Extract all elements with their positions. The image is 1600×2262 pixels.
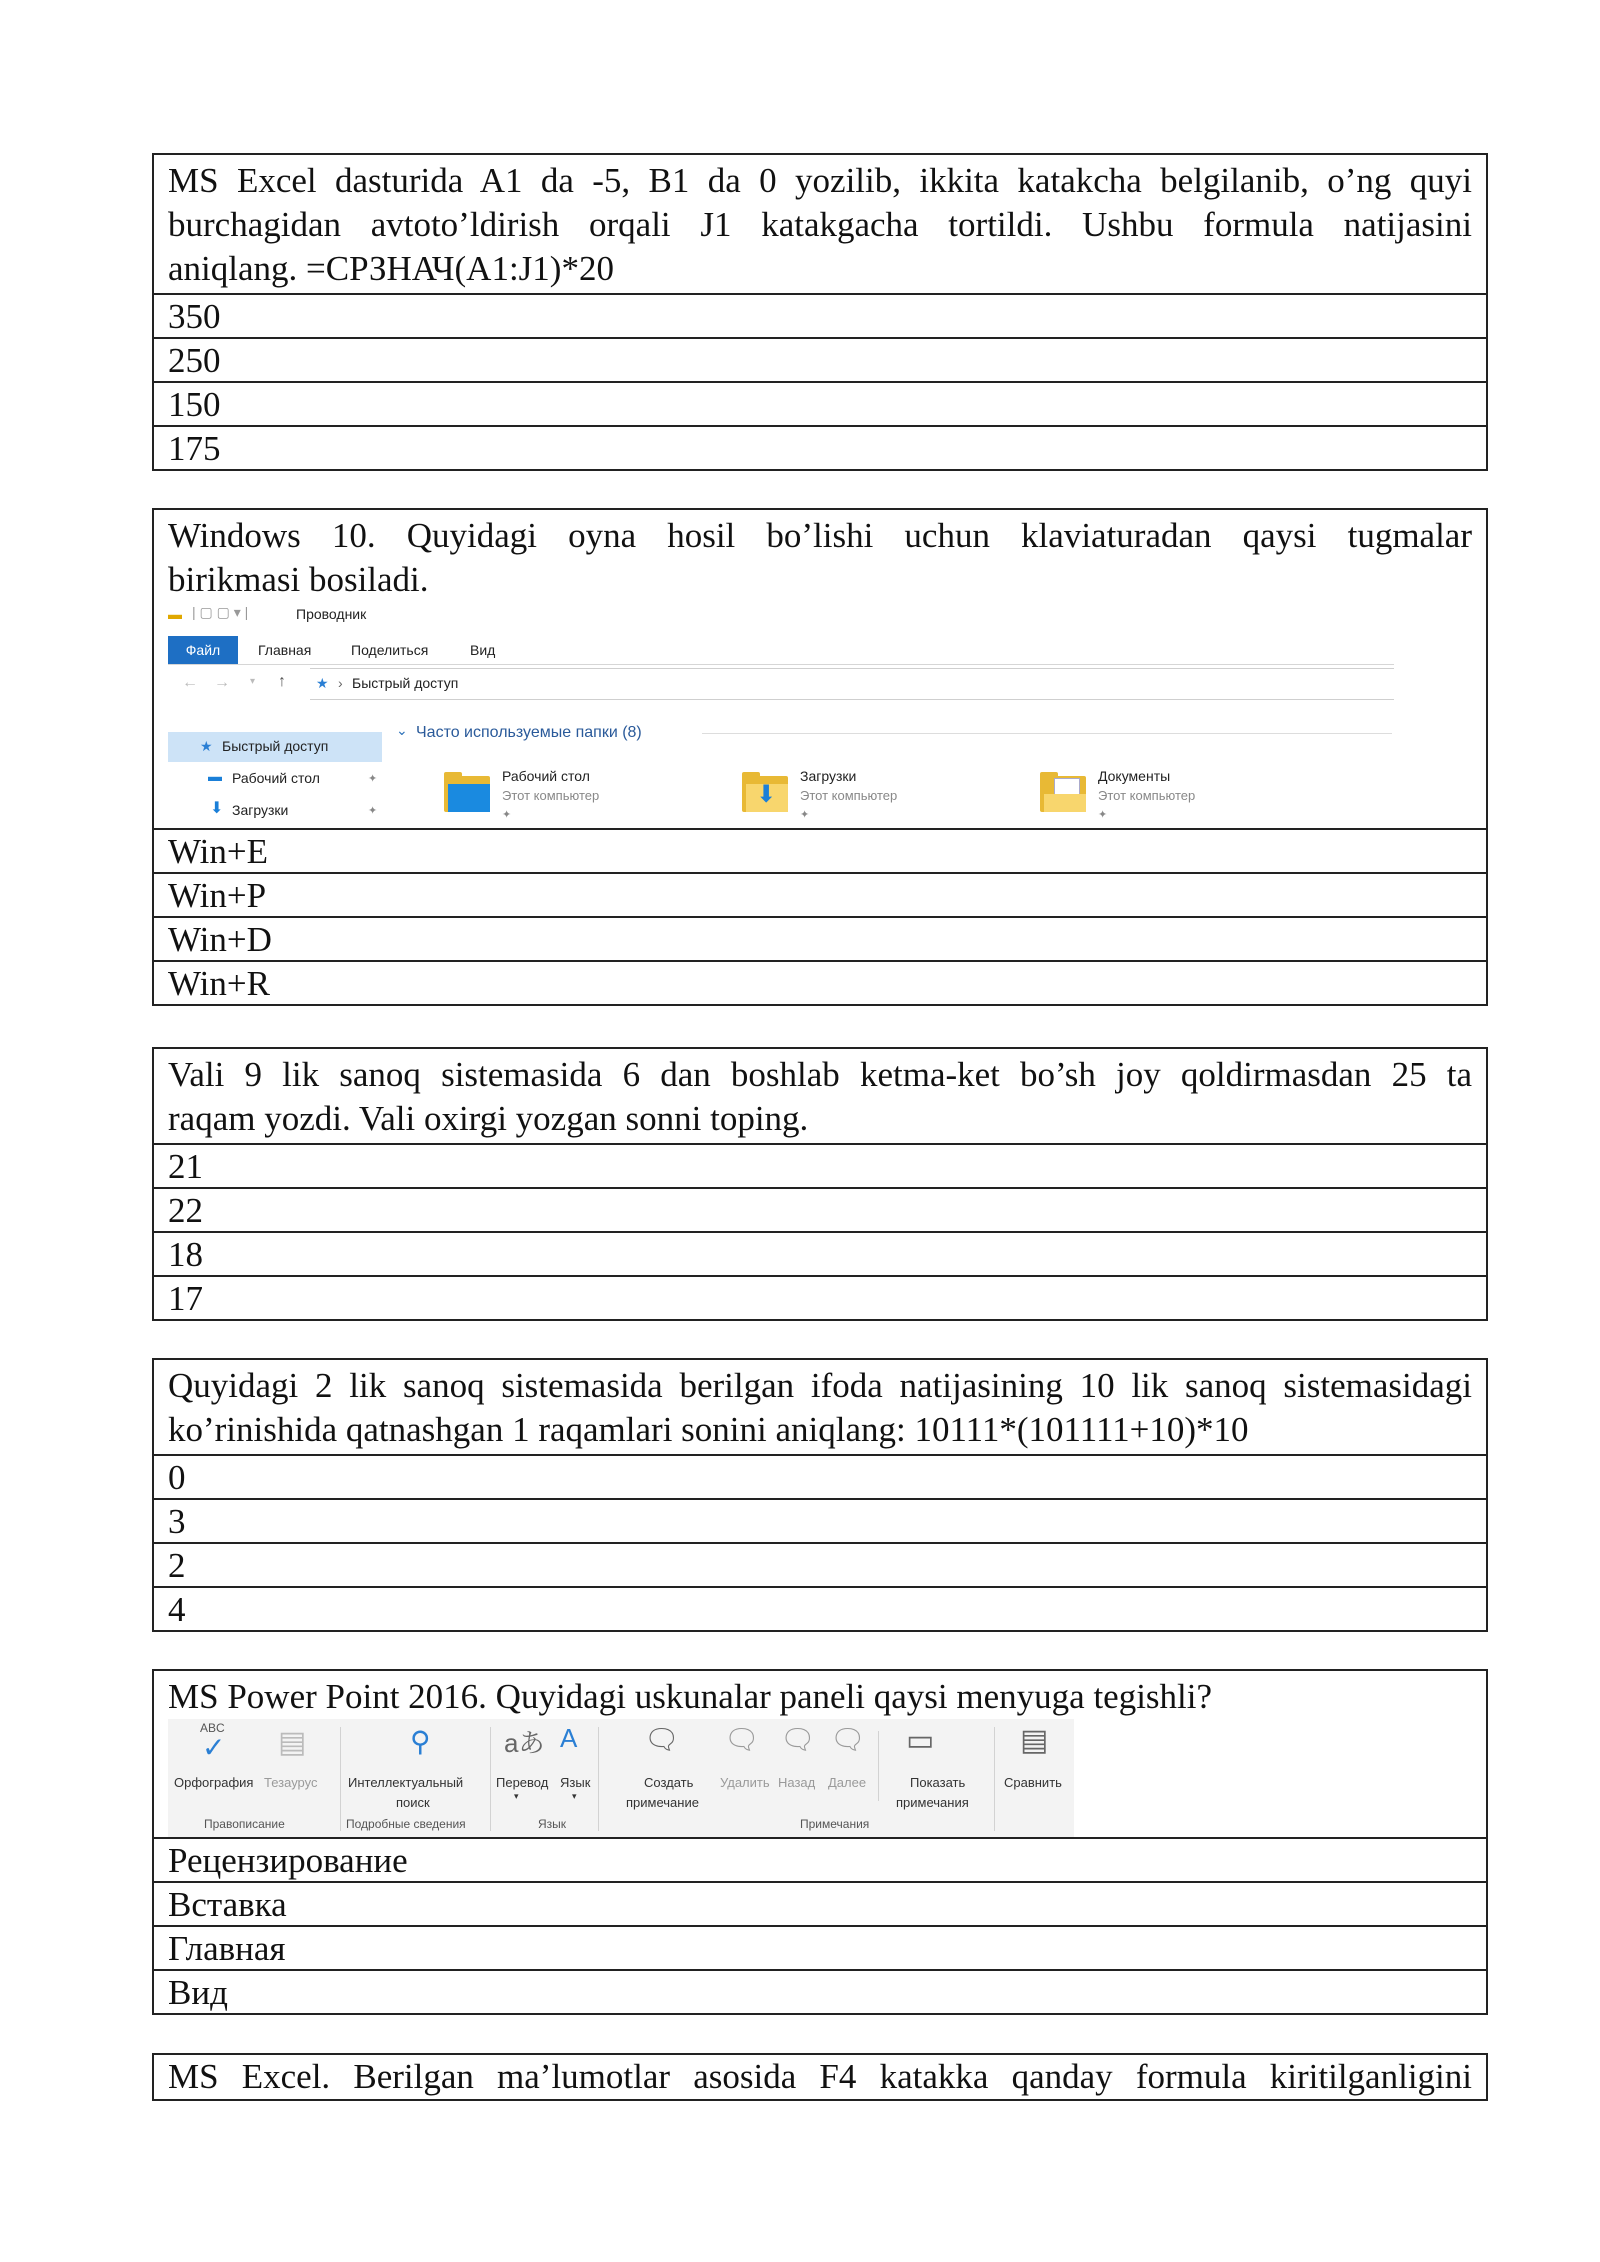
translate-icon[interactable]: aあ: [504, 1728, 545, 1758]
folder-name: Загрузки: [800, 768, 857, 784]
next-comment-button[interactable]: Далее: [828, 1775, 867, 1790]
pin-icon: ✦: [800, 809, 810, 821]
nav-item-desktop[interactable]: Рабочий стол: [232, 770, 320, 786]
answer-option[interactable]: 2: [154, 1542, 1486, 1586]
show-comments-label2: примечания: [896, 1795, 969, 1810]
question-5: [152, 1669, 1488, 2015]
new-comment-label2: примечание: [626, 1795, 699, 1810]
ppt-review-ribbon: [168, 1719, 1074, 1837]
question-3-stem: Vali 9 lik sanoq sistemasida 6 dan boshlab ketma-ket bo’sh joy qoldirmasdan 25 ta raqam yozdi. Vali oxirgi yozgan sonni toping.: [168, 1055, 1472, 1138]
answer-option[interactable]: 250: [154, 337, 1486, 381]
question-4-stem: Quyidagi 2 lik sanoq sistemasida berilgan ifoda natijasining 10 lik sanoq sistemasidagi ko’rinishida qatnashgan 1 raqamlari sonini aniqlang: 10111*(101111+10)*10: [168, 1366, 1472, 1449]
show-comments-icon[interactable]: ▭: [906, 1724, 935, 1757]
question-3: [152, 1047, 1488, 1321]
answer-option[interactable]: 17: [154, 1275, 1486, 1319]
back-icon[interactable]: ←: [182, 674, 198, 691]
answer-option[interactable]: 3: [154, 1498, 1486, 1542]
folder-downloads-icon[interactable]: ⬇: [742, 772, 788, 812]
folder-desktop-icon[interactable]: [444, 772, 490, 812]
answer-option[interactable]: Win+D: [154, 916, 1486, 960]
desktop-icon: ▬: [208, 768, 222, 784]
question-4: [152, 1358, 1488, 1632]
folder-location: Этот компьютер: [1098, 788, 1196, 803]
question-1-stem: MS Excel dasturida A1 da -5, B1 da 0 yozilib, ikkita katakcha belgilanib, o’ng quyi burchagidan avtoto’ldirish orqali J1 katakgacha tortildi. Ushbu formula natijasini aniqlang. =СРЗНАЧ(A1:J1)*20: [168, 161, 1472, 288]
address-text: Быстрый доступ: [352, 675, 459, 691]
show-comments-button[interactable]: Показать: [910, 1775, 966, 1790]
previous-comment-button[interactable]: Назад: [778, 1775, 816, 1790]
forward-icon[interactable]: →: [214, 674, 230, 691]
tab-home[interactable]: Главная: [258, 642, 312, 658]
delete-comment-button[interactable]: Удалить: [720, 1775, 770, 1790]
folder-location: Этот компьютер: [502, 788, 600, 803]
downloads-arrow-icon: ⬇: [210, 800, 224, 817]
next-comment-icon: 🗨: [830, 1724, 866, 1755]
group-insights: Подробные сведения: [346, 1817, 466, 1831]
language-dropdown-icon: ▾: [572, 1791, 577, 1801]
question-2-stem: Windows 10. Quyidagi oyna hosil bo’lishi uchun klaviaturadan qaysi tugmalar birikmasi bosiladi.: [168, 516, 1472, 599]
breadcrumb-chevron-icon: ›: [338, 675, 343, 691]
up-icon[interactable]: ↑: [278, 673, 286, 690]
abc-label: ABC: [200, 1721, 225, 1735]
thesaurus-button[interactable]: Тезаурус: [264, 1775, 318, 1790]
compare-button[interactable]: Сравнить: [1004, 1775, 1062, 1790]
explorer-screenshot: [168, 602, 1394, 828]
spelling-check-icon[interactable]: ✓: [202, 1732, 226, 1763]
section-header: Часто используемые папки (8): [416, 724, 642, 741]
tab-view[interactable]: Вид: [470, 642, 496, 658]
answer-option[interactable]: 0: [154, 1454, 1486, 1498]
previous-comment-icon: 🗨: [780, 1724, 816, 1755]
question-6: [152, 2053, 1488, 2101]
translate-dropdown-icon: ▾: [514, 1791, 519, 1801]
answer-option[interactable]: 150: [154, 381, 1486, 425]
language-button[interactable]: Язык: [560, 1775, 591, 1790]
quick-access-star-icon: ★: [316, 675, 329, 691]
pin-icon: ✦: [368, 773, 378, 785]
tab-share[interactable]: Поделиться: [351, 642, 429, 658]
group-comments: Примечания: [800, 1817, 870, 1831]
answer-option[interactable]: Вид: [154, 1969, 1486, 2013]
translate-button[interactable]: Перевод: [496, 1775, 549, 1790]
answer-option[interactable]: Рецензирование: [154, 1837, 1486, 1881]
smart-lookup-icon[interactable]: ⚲: [410, 1726, 431, 1757]
pin-icon: ✦: [1098, 809, 1108, 821]
section-chevron-icon: ⌄: [396, 722, 408, 738]
answer-option[interactable]: 4: [154, 1586, 1486, 1630]
answer-option[interactable]: Win+P: [154, 872, 1486, 916]
compare-icon[interactable]: ▤: [1020, 1724, 1049, 1757]
answer-option[interactable]: Win+R: [154, 960, 1486, 1004]
question-6-stem: MS Excel. Berilgan ma’lumotlar asosida F4 katakka qanday formula kiritilganligini: [168, 2057, 1472, 2096]
folder-name: Рабочий стол: [502, 768, 590, 784]
answer-option[interactable]: Вставка: [154, 1881, 1486, 1925]
pin-icon: ✦: [502, 809, 512, 821]
folder-location: Этот компьютер: [800, 788, 898, 803]
ribbon-divider: [168, 664, 1394, 665]
answer-option[interactable]: Главная: [154, 1925, 1486, 1969]
smart-lookup-label2: поиск: [396, 1795, 430, 1810]
question-5-stem: MS Power Point 2016. Quyidagi uskunalar paneli qaysi menyuga tegishli?: [168, 1677, 1213, 1716]
answer-option[interactable]: 21: [154, 1143, 1486, 1187]
folder-documents-icon[interactable]: [1040, 772, 1086, 812]
answer-option[interactable]: 175: [154, 425, 1486, 469]
question-1: [152, 153, 1488, 471]
qat-icons: | ▢ ▢ ▾ |: [192, 604, 249, 620]
group-language: Язык: [538, 1817, 567, 1831]
tab-file[interactable]: Файл: [168, 636, 238, 664]
nav-item-quick-access[interactable]: Быстрый доступ: [222, 738, 329, 754]
group-proofing: Правописание: [204, 1817, 285, 1831]
spelling-button[interactable]: Орфография: [174, 1775, 254, 1790]
answer-option[interactable]: 350: [154, 293, 1486, 337]
answer-option[interactable]: Win+E: [154, 828, 1486, 872]
question-2: [152, 508, 1488, 1006]
nav-star-icon: ★: [200, 738, 213, 754]
window-title: Проводник: [296, 606, 367, 622]
pin-icon: ✦: [368, 805, 378, 817]
nav-item-downloads[interactable]: Загрузки: [232, 802, 289, 818]
smart-lookup-button[interactable]: Интеллектуальный: [348, 1775, 464, 1790]
folder-name: Документы: [1098, 768, 1171, 784]
address-bar[interactable]: [310, 668, 1394, 700]
new-comment-icon[interactable]: 🗨: [644, 1724, 680, 1755]
answer-option[interactable]: 18: [154, 1231, 1486, 1275]
new-comment-button[interactable]: Создать: [644, 1775, 694, 1790]
recent-dropdown-icon[interactable]: ▾: [250, 676, 256, 687]
answer-option[interactable]: 22: [154, 1187, 1486, 1231]
folder-app-icon: ▬: [168, 606, 182, 622]
delete-comment-icon: 🗨: [724, 1724, 760, 1755]
language-icon[interactable]: A: [560, 1723, 578, 1753]
section-rule: [702, 733, 1392, 734]
thesaurus-book-icon: ▤: [278, 1726, 307, 1759]
